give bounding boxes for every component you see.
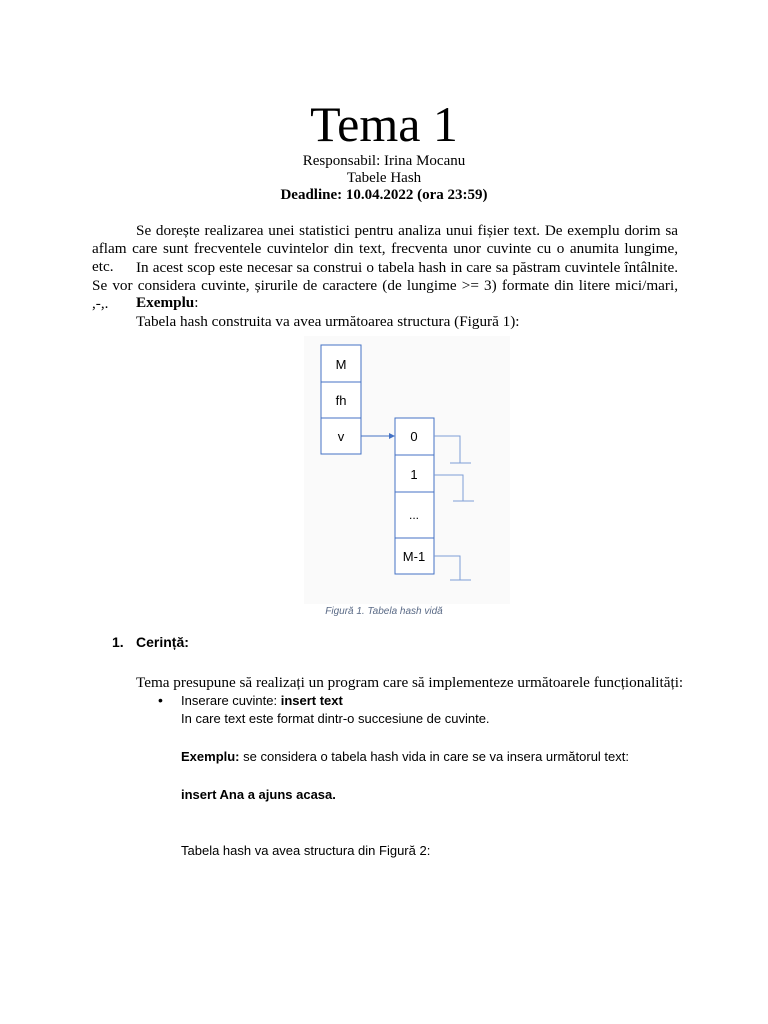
bullet-1-marker: • — [158, 692, 163, 708]
struct-label-v: v — [337, 429, 345, 444]
intro-paragraph-2-text: In acest scop este necesar sa construi o tabela hash in care sa păstram cuvintele întâlnite. Se vor considera cuvinte, șirurile de caractere (de lungime >= 3) formate din litere mici/mari, ,-,. — [92, 259, 678, 312]
bucket-label-1: 1 — [410, 467, 418, 482]
null-link-last — [434, 556, 460, 580]
section-1-number: 1. — [112, 634, 124, 650]
example-label: Exemplu — [136, 294, 195, 311]
bullet-1-structure-text: Tabela hash va avea structura din Figură 2: — [181, 843, 431, 858]
section-1-title: Cerință: — [136, 634, 189, 650]
subject-line: Tabele Hash — [346, 170, 422, 186]
intro-paragraph-1-text: Se dorește realizarea unei statistici pentru analiza unui fișier text. De exemplu dorim sa aflam care sunt frecventele cuvintelor din text, frecventa unor cuvinte cu o anumita lungime, etc. — [92, 222, 678, 275]
bullet-1-example-text: se considera o tabela hash vida in care se va insera următorul text: — [239, 749, 630, 764]
struct-label-fh: fh — [335, 393, 347, 408]
figure-1-caption: Figură 1. Tabela hash vidă — [325, 606, 443, 617]
structure-intro-line: Tabela hash construita va avea următoarea structura (Figură 1): — [136, 313, 520, 330]
bullet-1-example-label: Exemplu: — [181, 749, 240, 764]
bullet-1-example-command: insert Ana a ajuns acasa. — [181, 787, 336, 802]
example-colon: : — [194, 294, 199, 311]
bullet-1-label: Inserare cuvinte: — [181, 693, 281, 708]
bullet-1-title — [181, 693, 343, 709]
bucket-label-ellipsis: ... — [408, 508, 420, 522]
bullet-1-description: In care text este format dintr-o succesiune de cuvinte. — [181, 711, 490, 726]
example-heading — [136, 294, 198, 312]
section-1-heading — [112, 634, 189, 650]
null-link-0 — [434, 436, 460, 463]
struct-label-m: M — [335, 357, 347, 372]
section-1-intro: Tema presupune să realizați un program care să implementeze următoarele funcționalități: — [136, 674, 684, 691]
bucket-label-0: 0 — [410, 429, 418, 444]
responsible-line: Responsabil: Irina Mocanu — [302, 153, 466, 169]
null-link-1 — [434, 475, 463, 501]
bullet-1-command: insert text — [280, 693, 343, 708]
bucket-array — [395, 418, 434, 574]
bullet-1-example — [181, 749, 629, 765]
figure-1-hash-table-diagram — [300, 336, 500, 604]
null-terminators — [434, 436, 474, 580]
pointer-arrowhead — [389, 433, 395, 439]
struct-boxes — [321, 345, 361, 454]
document-title: Tema 1 — [310, 96, 458, 152]
deadline-line: Deadline: 10.04.2022 (ora 23:59) — [280, 187, 488, 203]
bucket-label-last: M-1 — [402, 549, 426, 564]
